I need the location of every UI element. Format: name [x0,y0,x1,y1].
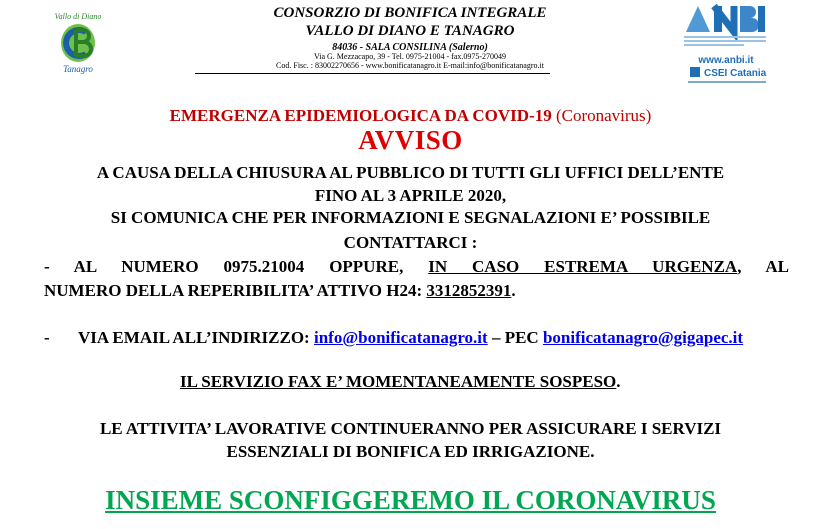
phone-reperibilita: NUMERO DELLA REPERIBILITA’ ATTIVO H24: [44,281,423,300]
header-city: 84036 - SALA CONSILINA (Salerno) [332,42,488,53]
bullet-dash: - [44,257,50,276]
notice-line-1: A CAUSA DELLA CHIUSURA AL PUBBLICO DI TUTTI GLI UFFICI DELL’ENTE [96,163,725,182]
logo-top-text: Vallo di Diano [54,12,102,21]
email-link[interactable]: info@bonificatanagro.it [313,328,488,347]
emergency-heading [0,106,821,126]
anbi-logo [668,0,786,98]
phone-end: . [511,281,516,300]
header-fiscal: Cod. Fisc. : 83002270656 - www.bonificatanagro.it E-mail:info@bonificatanagro.it [276,61,544,70]
email-prefix: VIA EMAIL ALL’INDIRIZZO: [77,328,310,347]
email-bullet-line [44,328,743,348]
phone-line-2 [44,281,516,301]
emergency-text: EMERGENZA EPIDEMIOLOGICA DA COVID-19 [169,106,552,125]
fax-notice [180,372,621,392]
csei-label: CSEI Catania [704,68,767,79]
notice-line-2: FINO AL 3 APRILE 2020, [314,186,507,205]
fax-text: IL SERVIZIO FAX E’ MOMENTANEAMENTE SOSPESO [180,372,617,391]
closing-slogan: INSIEME SCONFIGGEREMO IL CORONAVIRUS [105,485,716,515]
header-divider [195,73,550,74]
logo-bottom-text: Tanagro [63,64,93,74]
pec-prefix: – PEC [491,328,539,347]
activities-line-2: ESSENZIALI DI BONIFICA ED IRRIGAZIONE. [226,442,595,461]
consortium-logo [48,10,108,78]
phone-number[interactable]: 3312852391 [426,281,512,300]
phone-urgent: IN CASO ESTREMA URGENZA [428,257,738,276]
phone-bullet-line [44,257,789,277]
fax-end: . [616,372,621,391]
header-subtitle: VALLO DI DIANO E TANAGRO [305,23,515,39]
notice-title: AVVISO [358,125,463,155]
emergency-paren: (Coronavirus) [555,106,652,125]
header-title: CONSORZIO DI BONIFICA INTEGRALE [273,5,547,21]
anbi-url: www.anbi.it [698,55,754,66]
phone-prefix: AL NUMERO 0975.21004 OPPURE, [73,257,404,276]
activities-line-1: LE ATTIVITA’ LAVORATIVE CONTINUERANNO PER ASSICURARE I SERVIZI [99,419,722,438]
phone-comma: , AL [737,257,790,276]
bullet-dash-email: - [44,328,50,347]
header-address: Via G. Mezzacapo, 39 - Tel. 0975-21004 - fax.0975-270049 [313,52,507,61]
notice-line-3: SI COMUNICA CHE PER INFORMAZIONI E SEGNALAZIONI E’ POSSIBILE [110,208,711,227]
notice-line-4: CONTATTARCI : [343,233,478,252]
pec-link[interactable]: bonificatanagro@gigapec.it [542,328,744,347]
